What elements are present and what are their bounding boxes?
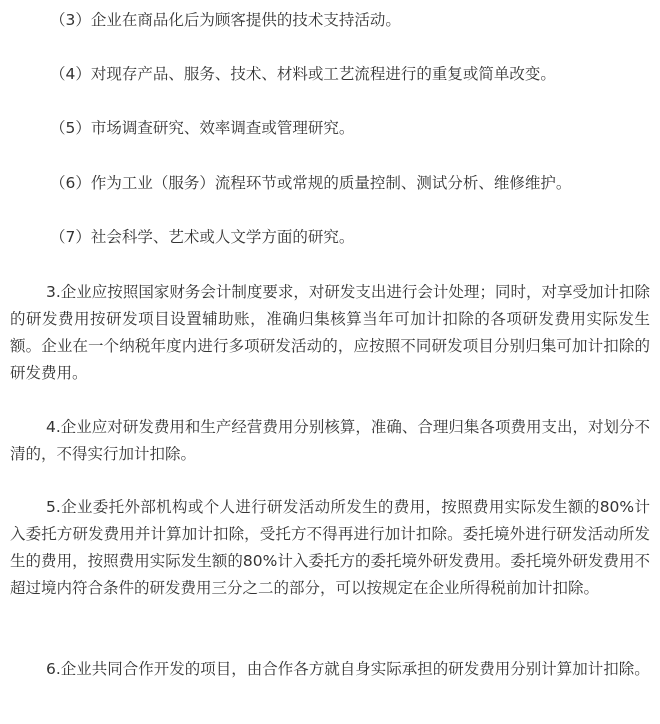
list-item-5: （5）市场调查研究、效率调查或管理研究。 — [50, 119, 355, 137]
paragraph-5: 5.企业委托外部机构或个人进行研发活动所发生的费用，按照费用实际发生额的80%计入委托方研发费用并计算加计扣除，受托方不得再进行加计扣除。委托境外进行研发活动所发生的费用，按照费用实际发生额的80%计入委托方的委托境外研发费用。委托境外研发费用不超过境内符合条件的研发费用三分之二的部分，可以按规定在企业所得税前加计扣除。 — [10, 498, 650, 597]
list-item-6: （6）作为工业（服务）流程环节或常规的质量控制、测试分析、维修维护。 — [50, 174, 572, 192]
paragraph-4: 4.企业应对研发费用和生产经营费用分别核算，准确、合理归集各项费用支出，对划分不清的，不得实行加计扣除。 — [10, 418, 650, 463]
list-item-4: （4）对现存产品、服务、技术、材料或工艺流程进行的重复或简单改变。 — [50, 65, 556, 83]
paragraph-3: 3.企业应按照国家财务会计制度要求，对研发支出进行会计处理；同时，对享受加计扣除的研发费用按研发项目设置辅助账，准确归集核算当年可加计扣除的各项研发费用实际发生额。企业在一个纳税年度内进行多项研发活动的，应按照不同研发项目分别归集可加计扣除的研发费用。 — [10, 283, 650, 382]
list-item-3: （3）企业在商品化后为顾客提供的技术支持活动。 — [50, 11, 401, 29]
paragraph-6: 6.企业共同合作开发的项目，由合作各方就自身实际承担的研发费用分别计算加计扣除。 — [46, 660, 650, 678]
list-item-7: （7）社会科学、艺术或人文学方面的研究。 — [50, 228, 355, 246]
